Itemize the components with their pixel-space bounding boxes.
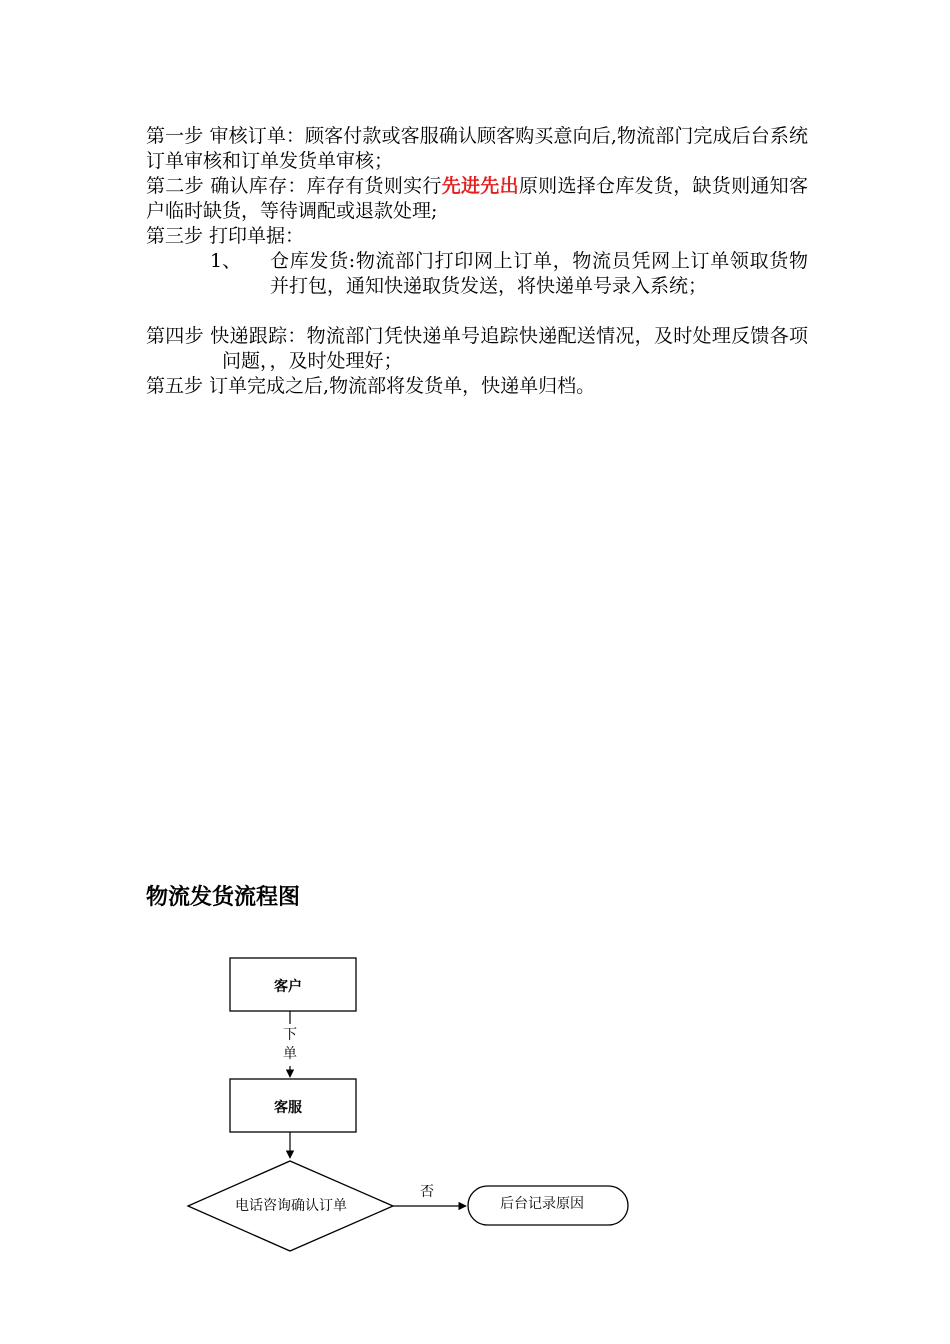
- step-3-text: 第三步 打印单据：: [146, 225, 305, 247]
- step-1-text: 第一步 审核订单：顾客付款或客服确认顾客购买意向后,物流部门完成后台系统订单审核和订单发货单审核；: [146, 125, 808, 172]
- customer-label: 客户: [274, 979, 302, 995]
- confirm-order-label: 电话咨询确认订单: [235, 1198, 347, 1214]
- list-item-text: 仓库发货:物流部门打印网上订单，物流员凭网上订单领取货物并打包，通知快递取货发送，将快递单号录入系统；: [270, 250, 808, 297]
- step-4-text: 第四步 快递跟踪：物流部门凭快递单号追踪快递配送情况，及时处理反馈各项问题，，及时处理好；: [146, 325, 808, 372]
- record-reason-label: 后台记录原因: [500, 1196, 584, 1212]
- step-2-text-pre: 第二步 确认库存：库存有货则实行: [146, 175, 442, 197]
- fifo-highlight: 先进先出: [441, 175, 519, 197]
- no-branch-label: 否: [420, 1184, 434, 1200]
- order-label-bottom: 单: [283, 1046, 297, 1062]
- flowchart-title: 物流发货流程图: [146, 885, 301, 910]
- step-2-text-post: 原则选择仓库发货，缺货则通知客户临时缺货，等待调配或退款处理;: [146, 175, 808, 222]
- customer-service-label: 客服: [274, 1100, 302, 1116]
- list-item-number: 1、: [210, 250, 242, 272]
- order-label-top: 下: [283, 1027, 297, 1043]
- step-5-text: 第五步 订单完成之后,物流部将发货单，快递单归档。: [146, 375, 596, 397]
